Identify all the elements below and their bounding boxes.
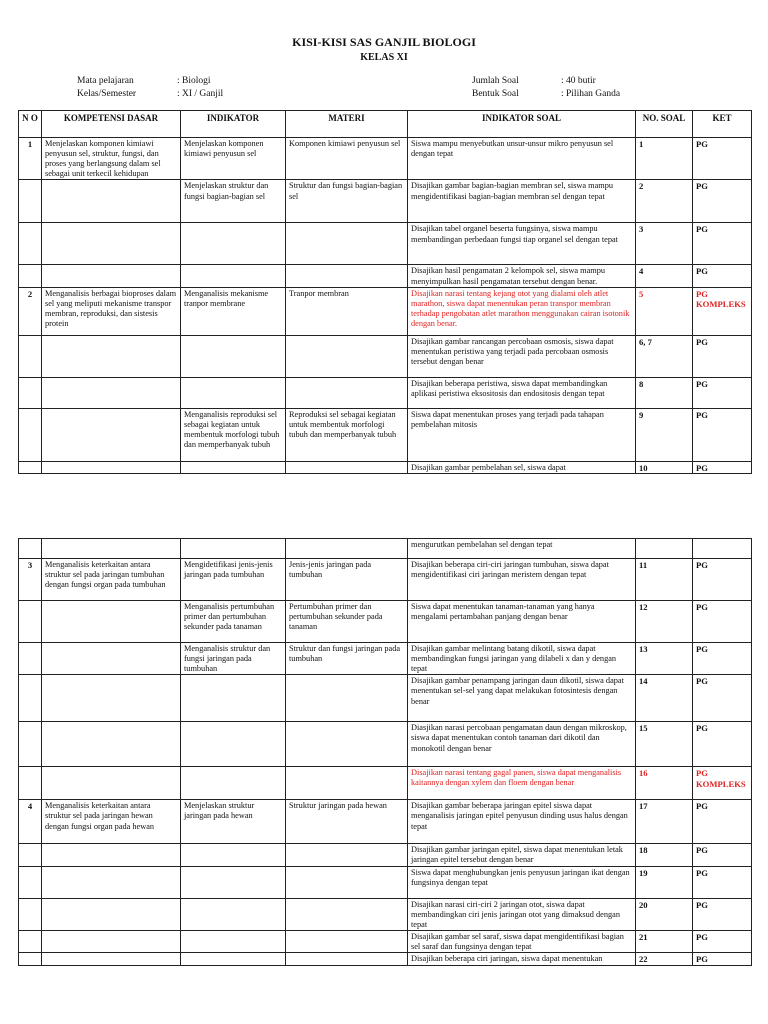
cell-kompetensi-dasar: Menganalisis keterkaitan antara struktur sel pada jaringan hewan dengan fungsi organ pada hewan bbox=[42, 800, 181, 844]
cell-indikator-soal: Diasjikan narasi percobaan pengamatan daun dengan mikroskop, siswa dapat menentukan contoh tanaman dari dikotil dan monokotil dengan benar bbox=[408, 722, 636, 767]
header-indikator-soal: INDIKATOR SOAL bbox=[408, 111, 636, 138]
cell-materi: Tranpor membran bbox=[286, 287, 408, 335]
cell-keterangan: PG bbox=[693, 675, 752, 722]
table-row bbox=[19, 675, 752, 722]
cell-no-soal: 3 bbox=[636, 223, 693, 265]
value-mapel: : Biologi bbox=[177, 76, 211, 86]
cell-no-soal: 10 bbox=[636, 461, 693, 473]
cell-no-soal: 11 bbox=[636, 559, 693, 601]
table-row bbox=[19, 377, 752, 408]
cell-indikator-soal: Disajikan tabel organel beserta fungsinya, siswa mampu membandingan perbedaan fungsi tiap organel sel dengan tepat bbox=[408, 223, 636, 265]
cell-indikator-soal: Disajikan narasi tentang gagal panen, siswa dapat menganalisis kaitannya dengan xylem dan floem dengan benar bbox=[408, 767, 636, 800]
cell-keterangan: PG bbox=[693, 377, 752, 408]
cell-row-number: 4 bbox=[19, 800, 42, 844]
cell-keterangan: PG bbox=[693, 265, 752, 287]
cell-keterangan: PG bbox=[693, 898, 752, 930]
cell-keterangan: PG bbox=[693, 180, 752, 223]
cell-materi bbox=[286, 335, 408, 377]
cell-row-number bbox=[19, 898, 42, 930]
cell-indikator-soal: Disajikan beberapa ciri jaringan, siswa dapat menentukan bbox=[408, 953, 636, 965]
table-row bbox=[19, 767, 752, 800]
cell-indikator: Menganalisis pertumbuhan primer dan pertumbuhan sekunder pada tanaman bbox=[181, 601, 286, 643]
cell-row-number bbox=[19, 180, 42, 223]
cell-row-number bbox=[19, 223, 42, 265]
cell-kompetensi-dasar bbox=[42, 180, 181, 223]
cell-keterangan: PG KOMPLEKS bbox=[693, 767, 752, 800]
cell-indikator-soal: Siswa dapat menentukan tanaman-tanaman yang hanya mengalami pertambahan panjang dengan benar bbox=[408, 601, 636, 643]
cell-row-number bbox=[19, 601, 42, 643]
cell-indikator-soal: mengurutkan pembelahan sel dengan tepat bbox=[408, 539, 636, 559]
cell-kompetensi-dasar bbox=[42, 767, 181, 800]
cell-indikator-soal: Siswa dapat menentukan proses yang terjadi pada tahapan pembelahan mitosis bbox=[408, 408, 636, 461]
cell-row-number bbox=[19, 461, 42, 473]
cell-no-soal: 17 bbox=[636, 800, 693, 844]
table-row bbox=[19, 559, 752, 601]
cell-kompetensi-dasar bbox=[42, 223, 181, 265]
cell-materi: Komponen kimiawi penyusun sel bbox=[286, 138, 408, 180]
label-mapel: Mata pelajaran bbox=[77, 76, 134, 86]
cell-keterangan: PG bbox=[693, 223, 752, 265]
label-jumlah-soal: Jumlah Soal bbox=[472, 76, 519, 86]
cell-keterangan bbox=[693, 539, 752, 559]
cell-materi: Pertumbuhan primer dan pertumbuhan sekunder pada tanaman bbox=[286, 601, 408, 643]
cell-row-number bbox=[19, 265, 42, 287]
table-row bbox=[19, 844, 752, 866]
cell-row-number bbox=[19, 377, 42, 408]
cell-no-soal: 2 bbox=[636, 180, 693, 223]
cell-no-soal: 12 bbox=[636, 601, 693, 643]
cell-indikator bbox=[181, 675, 286, 722]
cell-indikator bbox=[181, 461, 286, 473]
label-bentuk-soal: Bentuk Soal bbox=[472, 89, 519, 99]
cell-no-soal: 9 bbox=[636, 408, 693, 461]
cell-keterangan: PG bbox=[693, 643, 752, 675]
table-row bbox=[19, 601, 752, 643]
cell-row-number: 2 bbox=[19, 287, 42, 335]
cell-row-number bbox=[19, 643, 42, 675]
header-indikator: INDIKATOR bbox=[181, 111, 286, 138]
cell-keterangan: PG bbox=[693, 800, 752, 844]
cell-indikator-soal: Disajikan gambar melintang batang dikotil, siswa dapat membandingkan fungsi jaringan yang dilabeli x dan y dengan tepat bbox=[408, 643, 636, 675]
cell-kompetensi-dasar bbox=[42, 335, 181, 377]
cell-row-number bbox=[19, 675, 42, 722]
cell-indikator bbox=[181, 722, 286, 767]
cell-indikator-soal: Disajikan gambar beberapa jaringan epitel siswa dapat menganalisis jaringan epitel penyusun dinding usus halus dengan tepat bbox=[408, 800, 636, 844]
cell-indikator-soal: Siswa dapat menghubungkan jenis penyusun jaringan ikat dengan fungsinya dengan tepat bbox=[408, 866, 636, 898]
cell-no-soal: 8 bbox=[636, 377, 693, 408]
cell-kompetensi-dasar bbox=[42, 539, 181, 559]
document-subtitle: KELAS XI bbox=[360, 52, 408, 63]
cell-indikator-soal: Disajikan narasi tentang kejang otot yang dialami oleh atlet marathon, siswa dapat menentukan peran transpor membran terhadap pengobatan atlet marathon menggunakan cairan isotonik dengan benar. bbox=[408, 287, 636, 335]
cell-kompetensi-dasar: Menganalisis berbagai bioproses dalam sel yang meliputi mekanisme transpor membran, reproduksi, dan sistesis protein bbox=[42, 287, 181, 335]
cell-row-number: 3 bbox=[19, 559, 42, 601]
document-title: KISI-KISI SAS GANJIL BIOLOGI bbox=[292, 35, 476, 49]
table-row bbox=[19, 898, 752, 930]
table-row bbox=[19, 408, 752, 461]
cell-materi bbox=[286, 675, 408, 722]
cell-indikator bbox=[181, 953, 286, 965]
cell-kompetensi-dasar bbox=[42, 722, 181, 767]
cell-row-number bbox=[19, 722, 42, 767]
cell-indikator bbox=[181, 335, 286, 377]
cell-indikator-soal: Siswa mampu menyebutkan unsur-unsur mikro penyusun sel dengan tepat bbox=[408, 138, 636, 180]
cell-row-number bbox=[19, 408, 42, 461]
cell-indikator-soal: Disajikan beberapa peristiwa, siswa dapat membandingkan aplikasi peristiwa eksositosis dan endositosis dengan tepat bbox=[408, 377, 636, 408]
cell-no-soal: 6, 7 bbox=[636, 335, 693, 377]
cell-no-soal: 19 bbox=[636, 866, 693, 898]
cell-kompetensi-dasar bbox=[42, 930, 181, 952]
cell-keterangan: PG bbox=[693, 953, 752, 965]
cell-keterangan: PG bbox=[693, 408, 752, 461]
cell-keterangan: PG bbox=[693, 461, 752, 473]
cell-materi: Struktur jaringan pada hewan bbox=[286, 800, 408, 844]
table-row bbox=[19, 953, 752, 965]
cell-materi bbox=[286, 767, 408, 800]
cell-no-soal: 14 bbox=[636, 675, 693, 722]
cell-no-soal: 1 bbox=[636, 138, 693, 180]
cell-indikator bbox=[181, 898, 286, 930]
cell-row-number bbox=[19, 866, 42, 898]
cell-materi bbox=[286, 953, 408, 965]
cell-indikator-soal: Disajikan narasi ciri-ciri 2 jaringan otot, siswa dapat membandingkan ciri jenis jaringan otot yang dimaksud dengan tepat bbox=[408, 898, 636, 930]
cell-keterangan: PG bbox=[693, 844, 752, 866]
cell-kompetensi-dasar bbox=[42, 265, 181, 287]
cell-indikator bbox=[181, 265, 286, 287]
header-materi: MATERI bbox=[286, 111, 408, 138]
header-no-soal: NO. SOAL bbox=[636, 111, 693, 138]
cell-row-number: 1 bbox=[19, 138, 42, 180]
cell-materi bbox=[286, 223, 408, 265]
cell-keterangan: PG bbox=[693, 559, 752, 601]
cell-indikator-soal: Disajikan gambar jaringan epitel, siswa dapat menentukan letak jaringan epitel tersebut dengan benar bbox=[408, 844, 636, 866]
cell-kompetensi-dasar: Menjelaskan komponen kimiawi penyusun sel, struktur, fungsi, dan proses yang berlangsung dalam sel sebagai unit terkecil kehidupan bbox=[42, 138, 181, 180]
cell-materi: Struktur dan fungsi jaringan pada tumbuhan bbox=[286, 643, 408, 675]
value-jumlah-soal: : 40 butir bbox=[561, 76, 596, 86]
cell-indikator-soal: Disajikan gambar penampang jaringan daun dikotil, siswa dapat menentukan sel-sel yang dapat melakukan fotosintesis dengan benar bbox=[408, 675, 636, 722]
cell-indikator: Mengidetifikasi jenis-jenis jaringan pada tumbuhan bbox=[181, 559, 286, 601]
cell-indikator: Menjelaskan struktur jaringan pada hewan bbox=[181, 800, 286, 844]
cell-keterangan: PG bbox=[693, 866, 752, 898]
value-kelas: : XI / Ganjil bbox=[177, 89, 224, 99]
cell-keterangan: PG bbox=[693, 138, 752, 180]
cell-indikator: Menganalisis struktur dan fungsi jaringan pada tumbuhan bbox=[181, 643, 286, 675]
cell-keterangan: PG bbox=[693, 335, 752, 377]
kisi-kisi-table-page-1 bbox=[18, 110, 752, 474]
cell-indikator bbox=[181, 539, 286, 559]
cell-indikator-soal: Disajikan gambar bagian-bagian membran sel, siswa mampu mengidentifikasi bagian-bagian membran sel dengan tepat bbox=[408, 180, 636, 223]
cell-kompetensi-dasar bbox=[42, 953, 181, 965]
table-row bbox=[19, 461, 752, 473]
header-kompetensi-dasar: KOMPETENSI DASAR bbox=[42, 111, 181, 138]
table-row bbox=[19, 335, 752, 377]
cell-row-number bbox=[19, 767, 42, 800]
table-row bbox=[19, 138, 752, 180]
cell-no-soal: 5 bbox=[636, 287, 693, 335]
cell-indikator: Menjelaskan struktur dan fungsi bagian-bagian sel bbox=[181, 180, 286, 223]
cell-kompetensi-dasar bbox=[42, 643, 181, 675]
cell-row-number bbox=[19, 539, 42, 559]
cell-materi: Struktur dan fungsi bagian-bagian sel bbox=[286, 180, 408, 223]
cell-no-soal: 18 bbox=[636, 844, 693, 866]
cell-kompetensi-dasar: Menganalisis keterkaitan antara struktur sel pada jaringan tumbuhan dengan fungsi organ pada tumbuhan bbox=[42, 559, 181, 601]
cell-indikator bbox=[181, 930, 286, 952]
cell-materi bbox=[286, 377, 408, 408]
cell-indikator-soal: Disajikan gambar sel saraf, siswa dapat mengidentifikasi bagian sel saraf dan fungsinya dengan tepat bbox=[408, 930, 636, 952]
table-row bbox=[19, 287, 752, 335]
cell-materi bbox=[286, 722, 408, 767]
cell-no-soal: 21 bbox=[636, 930, 693, 952]
cell-no-soal: 15 bbox=[636, 722, 693, 767]
header-ket: KET bbox=[693, 111, 752, 138]
cell-row-number bbox=[19, 953, 42, 965]
table-row bbox=[19, 223, 752, 265]
cell-indikator bbox=[181, 767, 286, 800]
cell-kompetensi-dasar bbox=[42, 898, 181, 930]
cell-row-number bbox=[19, 335, 42, 377]
cell-no-soal: 13 bbox=[636, 643, 693, 675]
table-row bbox=[19, 643, 752, 675]
cell-materi bbox=[286, 844, 408, 866]
cell-kompetensi-dasar bbox=[42, 844, 181, 866]
cell-indikator bbox=[181, 223, 286, 265]
cell-materi bbox=[286, 898, 408, 930]
cell-indikator bbox=[181, 844, 286, 866]
cell-kompetensi-dasar bbox=[42, 408, 181, 461]
cell-indikator bbox=[181, 866, 286, 898]
cell-keterangan: PG KOMPLEKS bbox=[693, 287, 752, 335]
cell-kompetensi-dasar bbox=[42, 377, 181, 408]
label-kelas: Kelas/Semester bbox=[77, 89, 137, 99]
cell-kompetensi-dasar bbox=[42, 866, 181, 898]
cell-no-soal: 4 bbox=[636, 265, 693, 287]
cell-materi bbox=[286, 461, 408, 473]
cell-indikator-soal: Disajikan beberapa ciri-ciri jaringan tumbuhan, siswa dapat mengidentifikasi ciri jaringan meristem dengan tepat bbox=[408, 559, 636, 601]
cell-no-soal: 16 bbox=[636, 767, 693, 800]
cell-materi: Reproduksi sel sebagai kegiatan untuk membentuk morfologi tubuh dan memperbanyak tubuh bbox=[286, 408, 408, 461]
cell-keterangan: PG bbox=[693, 722, 752, 767]
cell-keterangan: PG bbox=[693, 930, 752, 952]
cell-indikator-soal: Disajikan hasil pengamatan 2 kelompok sel, siswa mampu menyimpulkan hasil pengamatan tersebut dengan benar. bbox=[408, 265, 636, 287]
cell-row-number bbox=[19, 844, 42, 866]
cell-indikator-soal: Disajikan gambar pembelahan sel, siswa dapat bbox=[408, 461, 636, 473]
cell-materi bbox=[286, 265, 408, 287]
cell-materi: Jenis-jenis jaringan pada tumbuhan bbox=[286, 559, 408, 601]
table-row bbox=[19, 265, 752, 287]
table-row bbox=[19, 722, 752, 767]
cell-indikator: Menganalisis reproduksi sel sebagai kegiatan untuk membentuk morfologi tubuh dan memperbanyak tubuh bbox=[181, 408, 286, 461]
cell-kompetensi-dasar bbox=[42, 461, 181, 473]
cell-kompetensi-dasar bbox=[42, 675, 181, 722]
table-row bbox=[19, 539, 752, 559]
cell-kompetensi-dasar bbox=[42, 601, 181, 643]
value-bentuk-soal: : Pilihan Ganda bbox=[561, 89, 621, 99]
cell-no-soal: 22 bbox=[636, 953, 693, 965]
cell-materi bbox=[286, 930, 408, 952]
table-row bbox=[19, 866, 752, 898]
cell-row-number bbox=[19, 930, 42, 952]
kisi-kisi-table-page-2 bbox=[18, 538, 752, 966]
table-row bbox=[19, 180, 752, 223]
cell-indikator bbox=[181, 377, 286, 408]
table-row bbox=[19, 930, 752, 952]
cell-indikator-soal: Disajikan gambar rancangan percobaan osmosis, siswa dapat menentukan peristiwa yang terjadi pada percobaan osmosis tersebut dengan benar bbox=[408, 335, 636, 377]
cell-keterangan: PG bbox=[693, 601, 752, 643]
cell-no-soal bbox=[636, 539, 693, 559]
table-row bbox=[19, 800, 752, 844]
cell-materi bbox=[286, 866, 408, 898]
cell-indikator: Menjelaskan komponen kimiawi penyusun sel bbox=[181, 138, 286, 180]
cell-no-soal: 20 bbox=[636, 898, 693, 930]
cell-materi bbox=[286, 539, 408, 559]
cell-indikator: Menganalisis mekanisme tranpor membrane bbox=[181, 287, 286, 335]
header-no: N O bbox=[19, 111, 42, 138]
